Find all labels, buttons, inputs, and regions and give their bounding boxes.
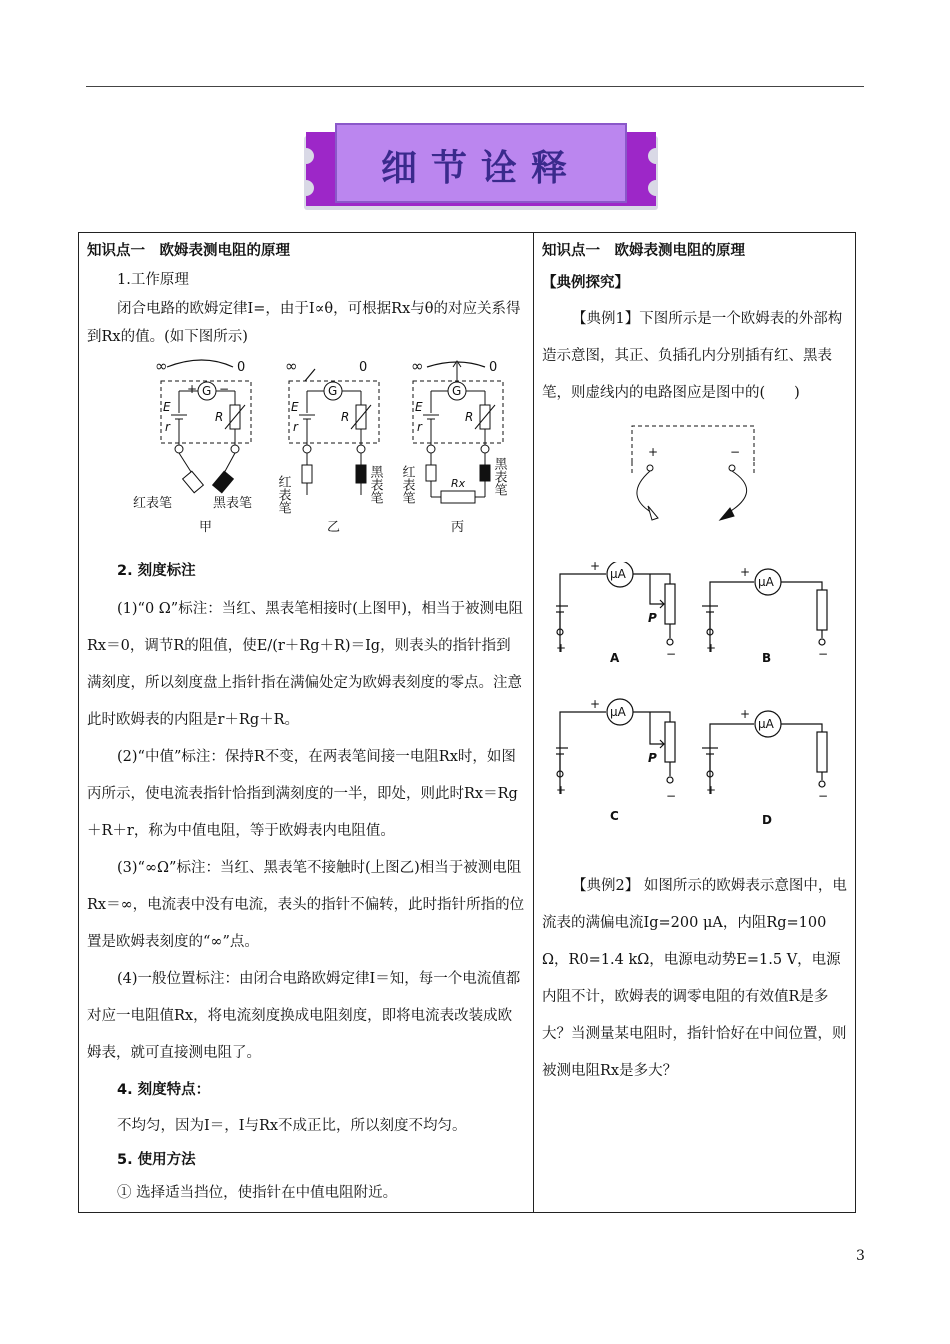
left-column (79, 233, 534, 1213)
fig-bing-e: E (415, 400, 423, 414)
example-2-text: 【典例2】 如图所示的欧姆表示意图中，电流表的满偏电流Ig=200 μA，内阻Rg=100 Ω，R0=1.4 kΩ，电源电动势E=1.5 V，电源内阻不计，欧姆表的调零电阻的有效值R是多大？当测量某电阻时，指针恰好在中间位置，则被测电阻Rx是多大？ (542, 878, 847, 1079)
fig-jia-red-pen: 红表笔 (133, 496, 173, 511)
opt-b-plus: + (740, 565, 751, 579)
fig-bing-rx: Rx (451, 477, 466, 490)
opt-b-pole-plus: + (706, 641, 717, 655)
fig-bing-red-pen: 红表笔 (399, 465, 415, 504)
fig-bing-r-big: R (465, 410, 474, 424)
fig-yi-r: r (293, 420, 298, 434)
ext-plus: + (648, 445, 659, 459)
para-scale-feature: 不均匀，因为I＝，I与Rx不成正比，所以刻度不均匀。 (117, 1118, 467, 1134)
fig-bing-infinity: ∞ (411, 357, 424, 375)
para-mid-value: (2)“中值”标注：保持R不变，在两表笔间接一电阻Rx时，如图丙所示，使电流表指针恰指到满刻度的一半，即处，则此时Rx＝Rg＋R＋r，称为中值电阻，等于欧姆表内电阻值。 (87, 749, 518, 839)
ext-minus: − (730, 445, 741, 459)
opt-c-pole-plus: + (556, 783, 567, 797)
ohmmeter-circuits-figure (133, 357, 513, 537)
opt-c-ua: μA (610, 705, 626, 719)
fig-yi-r-big: R (341, 410, 350, 424)
fig-bing-zero: 0 (489, 360, 498, 375)
opt-d-pole-minus: − (818, 789, 829, 803)
section-1-title: 1.工作原理 (117, 272, 189, 288)
opt-d-pole-plus: + (706, 783, 717, 797)
fig-jia-r-big: R (215, 410, 224, 424)
page-number: 3 (856, 1248, 865, 1264)
fig-yi-black-pen: 黑表笔 (367, 465, 383, 504)
opt-a-ua: μA (610, 567, 626, 581)
section-2-title: 2. 刻度标注 (117, 563, 196, 579)
opt-d-label: D (762, 813, 772, 827)
section-banner (300, 118, 662, 214)
fig-jia-black-pen: 黑表笔 (213, 496, 253, 511)
opt-b-pole-minus: − (818, 647, 829, 661)
fig-bing-caption: 丙 (451, 520, 465, 535)
right-heading: 知识点一 欧姆表测电阻的原理 (542, 243, 745, 259)
fig-yi-infinity: ∞ (285, 357, 298, 375)
para-working-principle: 闭合电路的欧姆定律I=，由于I∝θ，可根据Rx与θ的对应关系得到Rx的值。(如下图所示) (87, 301, 521, 345)
para-general-position: (4)一般位置标注：由闭合电路欧姆定律I＝知，每一个电流值都对应一电阻值Rx，将电流刻度换成电阻刻度，即将电流表改装成欧姆表，就可直接测电阻了。 (87, 971, 521, 1061)
content-table (78, 232, 856, 1213)
right-subheading: 【典例探究】 (542, 275, 629, 291)
fig-jia-g: G (202, 384, 212, 398)
opt-d-plus: + (740, 707, 751, 721)
opt-b-ua: μA (758, 575, 774, 589)
fig-bing-r: r (417, 420, 422, 434)
opt-c-pole-minus: − (666, 789, 677, 803)
fig-jia-caption: 甲 (199, 520, 213, 535)
ohmmeter-exterior-figure (628, 422, 778, 532)
fig-bing-g: G (452, 384, 462, 398)
section-5-title: 5. 使用方法 (117, 1152, 196, 1168)
section-4-title: 4. 刻度特点： (117, 1082, 211, 1098)
opt-a-pole-minus: − (666, 647, 677, 661)
fig-jia-r: r (165, 420, 170, 434)
fig-bing-black-pen: 黑表笔 (491, 457, 507, 496)
fig-jia-e: E (163, 400, 171, 414)
opt-b-label: B (762, 651, 772, 665)
opt-c-label: C (610, 809, 619, 823)
fig-yi-zero: 0 (359, 360, 368, 375)
right-column (534, 233, 856, 1213)
opt-a-p: P (648, 611, 657, 625)
fig-yi-e: E (291, 400, 299, 414)
opt-a-label: A (610, 651, 620, 665)
opt-a-pole-plus: + (556, 641, 567, 655)
banner-title: 细节诠释 (380, 148, 581, 189)
para-usage-step-1: ① 选择适当挡位，使指针在中值电阻附近。 (117, 1185, 398, 1201)
example-1-text: 【典例1】下图所示是一个欧姆表的外部构造示意图，其正、负插孔内分别插有红、黑表笔，则虚线内的电路图应是图中的( ) (542, 311, 843, 401)
fig-jia-minus: − (219, 382, 230, 396)
para-infinity: (3)“∞Ω”标注：当红、黑表笔不接触时(上图乙)相当于被测电阻Rx＝∞，电流表中没有电流，表头的指针不偏转，此时指针所指的位置是欧姆表刻度的“∞”点。 (87, 860, 525, 950)
opt-a-plus: + (590, 562, 601, 573)
fig-jia-zero: 0 (237, 360, 246, 375)
fig-jia-plus: + (187, 382, 198, 396)
fig-jia-infinity: ∞ (155, 357, 168, 375)
fig-yi-red-pen: 红表笔 (275, 475, 291, 514)
opt-c-p: P (648, 751, 657, 765)
fig-yi-caption: 乙 (327, 520, 341, 535)
para-zero-ohm: (1)“0 Ω”标注：当红、黑表笔相接时(上图甲)，相当于被测电阻Rx＝0，调节R的阻值，使E/(r＋Rg＋R)＝Ig，则表头的指针指到满刻度，所以刻度盘上指针指在满偏处定为欧姆表刻度的零点。注意此时欧姆表的内阻是r＋Rg＋R。 (87, 601, 524, 728)
left-heading: 知识点一 欧姆表测电阻的原理 (87, 243, 290, 259)
opt-d-ua: μA (758, 717, 774, 731)
header-rule (86, 86, 864, 87)
opt-c-plus: + (590, 697, 601, 711)
fig-yi-g: G (328, 384, 338, 398)
circuit-options-figure (556, 562, 856, 832)
